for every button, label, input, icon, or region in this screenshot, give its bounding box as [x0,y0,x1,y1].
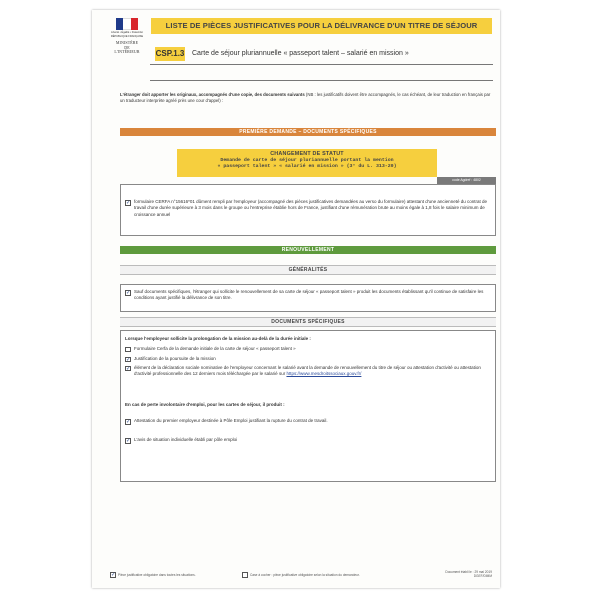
general-requirements [120,284,496,312]
csp-code-badge: CSP.1.3 [155,47,185,61]
legend-checked-checkbox-icon: ✓ [111,572,116,578]
status-change-line3: « passeport talent » « salarié en mission » (3° du L. 313-20) [217,164,397,170]
document-department: DGEF/DIMM [473,574,492,578]
first-application-band: PREMIÈRE DEMANDE – DOCUMENTS SPÉCIFIQUES [120,128,496,136]
social-declaration-text: élément de la déclaration sociale nominative de l'employeur concernant le salarié avant la demande de renouvellement du titre de séjour ou attestation d'activité ou attestation d'activité professionnelle des 12 derniers mois téléchargée par le salarié sur [134,364,481,376]
mesdroitssociaux-link[interactable]: https://www.mesdroitssociaux.gouv.fr/ [286,370,362,376]
ministry-logo [110,18,144,64]
csp-title: Carte de séjour pluriannuelle « passeport talent – salarié en mission » [192,50,409,57]
ministry-line-2: DE [124,44,130,50]
french-flag-icon [116,18,138,30]
checked-checkbox-icon: ✓ [126,200,131,206]
ministry-name [110,41,144,55]
checked-checkbox-icon: ✓ [126,365,131,372]
general-band: GÉNÉRALITÉS [120,265,496,275]
document-title: LISTE DE PIÈCES JUSTIFICATIVES POUR LA DÉLIVRANCE D'UN TITRE DE SÉJOUR [151,18,492,34]
flag-blue-stripe [116,18,123,30]
checked-checkbox-icon: ✓ [126,290,131,296]
intro-paragraph [120,92,496,104]
checked-checkbox-icon: ✓ [126,438,131,444]
unchecked-checkbox-icon [125,347,131,353]
renewal-band: RENOUVELLEMENT [120,246,496,254]
general-requirement-text: Sauf documents spécifiques, l'étranger qui sollicite le renouvellement de sa carte de séjour « passeport talent » produit les documents établissant qu'il continue de satisfaire les conditions ayant justifié la délivrance de son titre. [134,288,484,300]
intro-bold: L'étranger doit apporter les originaux, accompagnés d'une copie, des documents suivants [120,92,305,97]
checked-checkbox-icon: ✓ [126,419,131,425]
first-application-requirements [120,184,496,236]
status-change-box [177,149,437,177]
status-change-line2: Demande de carte de séjour pluriannuelle portant la mention [220,157,394,163]
status-change-title: CHANGEMENT DE STATUT [270,151,344,157]
title-divider-lower [150,80,493,81]
flag-red-stripe [131,18,138,30]
legend-mandatory: Pièce justificative obligatoire dans toutes les situations. [118,573,196,577]
renewal-item-initial-form: Formulaire Cerfa de la demande initiale de la carte de séjour « passeport talent » [134,345,296,351]
legend-optional: Case à cocher : pièce justificative obligatoire selon la situation du demandeur. [250,573,360,577]
job-loss-item-employer-certificate: Attestation du premier employeur destinée à Pôle Emploi justifiant la rupture du contrat de travail. [134,418,328,423]
ministry-line-3: L'INTÉRIEUR [114,49,140,55]
agdref-code-badge: code Agdref : 4802 [437,177,496,184]
renewal-item-social-declaration [134,365,489,378]
specific-requirements [120,330,496,482]
renewal-item-mission-proof: Justification de la poursuite de la mission [134,355,216,361]
job-loss-item-pole-emploi: L'avis de situation individuelle établi par pôle emploi [134,437,238,442]
legend-unchecked-checkbox-icon [242,572,248,578]
document-date: Document établi le : 29 mai 2019 [445,570,492,574]
document-page [92,10,500,588]
job-loss-heading: En cas de perte involontaire d'emploi, pour les cartes de séjour, il produit : [125,402,285,407]
cerfa-form-requirement: formulaire CERFA n°15616*01 dûment rempli par l'employeur (accompagné des pièces justificatives demandées au verso du formulaire) attestant d'une ancienneté du contrat de travail d'une durée supérieure à 3 mois dans le groupe ou l'entreprise établie hors de France, justifiant d'une rémunération brute au moins égale à 1,8 fois le salaire minimum de croissance annuel [134,199,487,217]
specific-documents-band: DOCUMENTS SPÉCIFIQUES [120,317,496,327]
flag-white-stripe [123,18,130,30]
title-divider [150,64,493,65]
logo-motto: Liberté • Égalité • Fraternité [111,31,143,34]
checked-checkbox-icon: ✓ [126,356,131,363]
employer-extension-heading: Lorsque l'employeur sollicite la prolongation de la mission au-delà de la durée initiale : [125,336,311,341]
intro-rest: (NB : les justificatifs doivent être accompagnés, le cas échéant, de leur traduction en français par un traducteur interprète agréé près une cour d'appel) : [120,92,491,104]
logo-country: RÉPUBLIQUE FRANÇAISE [110,35,144,38]
ministry-line-1: MINISTÈRE [115,40,139,45]
